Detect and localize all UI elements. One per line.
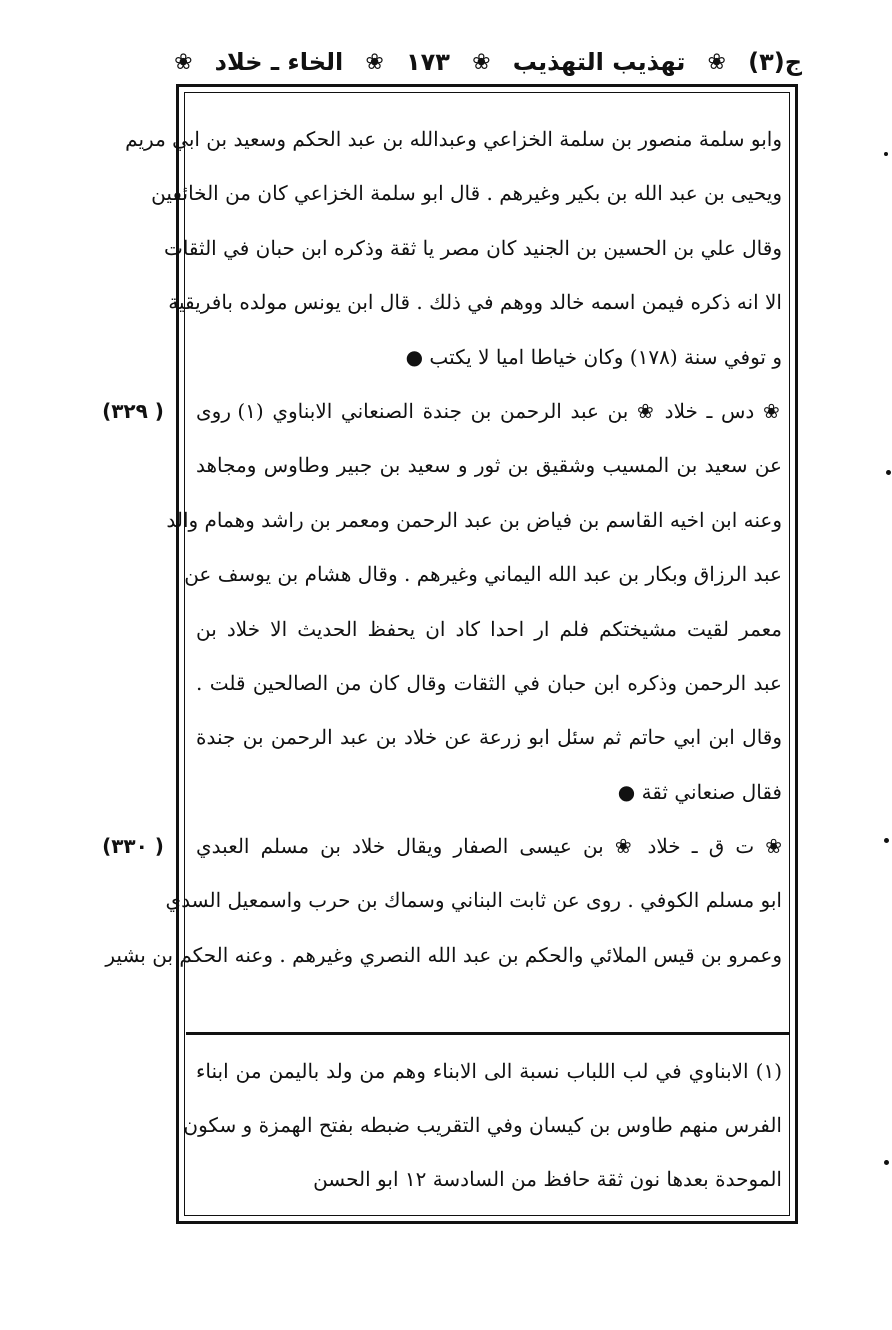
- text-line: الا انه ذكره فيمن اسمه خالد ووهم في ذلك . قال ابن يونس مولده بافريقية: [168, 290, 782, 315]
- text-line: وقال علي بن الحسين بن الجنيد كان مصر يا ثقة وذكره ابن حبان في الثقات: [164, 235, 782, 260]
- footnote-line: الفرس منهم طاوس بن كيسان وفي التقريب ضبطه بفتح الهمزة و سكون: [183, 1113, 782, 1137]
- text-line: فقال صنعاني ثقة ●: [617, 779, 782, 804]
- scan-speck: [884, 1160, 889, 1165]
- text-line: و توفي سنة (١٧٨) وكان خياطا اميا لا يكتب ●: [405, 344, 782, 369]
- text-line: وعمرو بن قيس الملائي والحكم بن عبد الله النصري وغيرهم . وعنه الحكم بن بشير: [105, 942, 782, 967]
- section-heading: الخاء ـ خلاد: [214, 48, 344, 76]
- text-line: عبد الرزاق وبكار بن عبد الله اليماني وغيرهم . وقال هشام بن يوسف عن: [184, 562, 782, 587]
- text-line: ❀ دس ـ خلاد ❀ بن عبد الرحمن بن جندة الصنعاني الابناوي (١) روى: [196, 398, 782, 423]
- ornament-icon: ❀: [174, 49, 193, 75]
- ornament-icon: ❀: [472, 49, 491, 75]
- ornament-icon: ❀: [365, 49, 384, 75]
- text-line: ❀ ت ق ـ خلاد ❀ بن عيسى الصفار ويقال خلاد بن مسلم العبدي: [196, 834, 782, 859]
- entry-number: ( ٣٣٠): [102, 834, 164, 859]
- text-line: وقال ابن ابي حاتم ثم سئل ابو زرعة عن خلاد بن عبد الرحمن بن جندة: [196, 725, 782, 750]
- scan-speck: [884, 152, 888, 156]
- footnote-line: الموحدة بعدها نون ثقة حافظ من السادسة ١٢ ابو الحسن: [313, 1167, 782, 1191]
- text-line: وابو سلمة منصور بن سلمة الخزاعي وعبدالله بن عبد الحكم وسعيد بن ابي مريم: [125, 127, 782, 151]
- scan-speck: [886, 470, 891, 475]
- text-line: معمر لقيت مشيختكم فلم ار احدا كاد ان يحفظ الحديث الا خلاد بن: [196, 616, 782, 641]
- scan-speck: [884, 838, 889, 843]
- running-header: [170, 38, 802, 86]
- text-line: عبد الرحمن وذكره ابن حبان في الثقات وقال كان من الصالحين قلت .: [196, 670, 782, 695]
- page-number: ١٧٣: [406, 48, 450, 76]
- footnote-separator: [186, 1032, 790, 1035]
- footnotes: [183, 1044, 782, 1206]
- text-line: وعنه ابن اخيه القاسم بن فياض بن عبد الرحمن ومعمر بن راشد وهمام والد: [166, 507, 782, 532]
- text-line: عن سعيد بن المسيب وشقيق بن ثور و سعيد بن جبير وطاوس ومجاهد: [196, 453, 782, 478]
- entry-number: ( ٣٢٩): [102, 399, 164, 424]
- footnote-line: (١) الابناوي في لب اللباب نسبة الى الابناء وهم من ولد باليمن من ابناء: [196, 1059, 782, 1083]
- ornament-icon: ❀: [707, 49, 726, 75]
- text-line: ابو مسلم الكوفي . روى عن ثابت البناني وسماك بن حرب واسمعيل السدي: [165, 888, 782, 913]
- book-title: تهذيب التهذيب: [512, 48, 686, 76]
- volume-label: ج(٣): [748, 48, 802, 76]
- text-line: ويحيى بن عبد الله بن بكير وغيرهم . قال ابو سلمة الخزاعي كان من الخائفين: [151, 181, 782, 206]
